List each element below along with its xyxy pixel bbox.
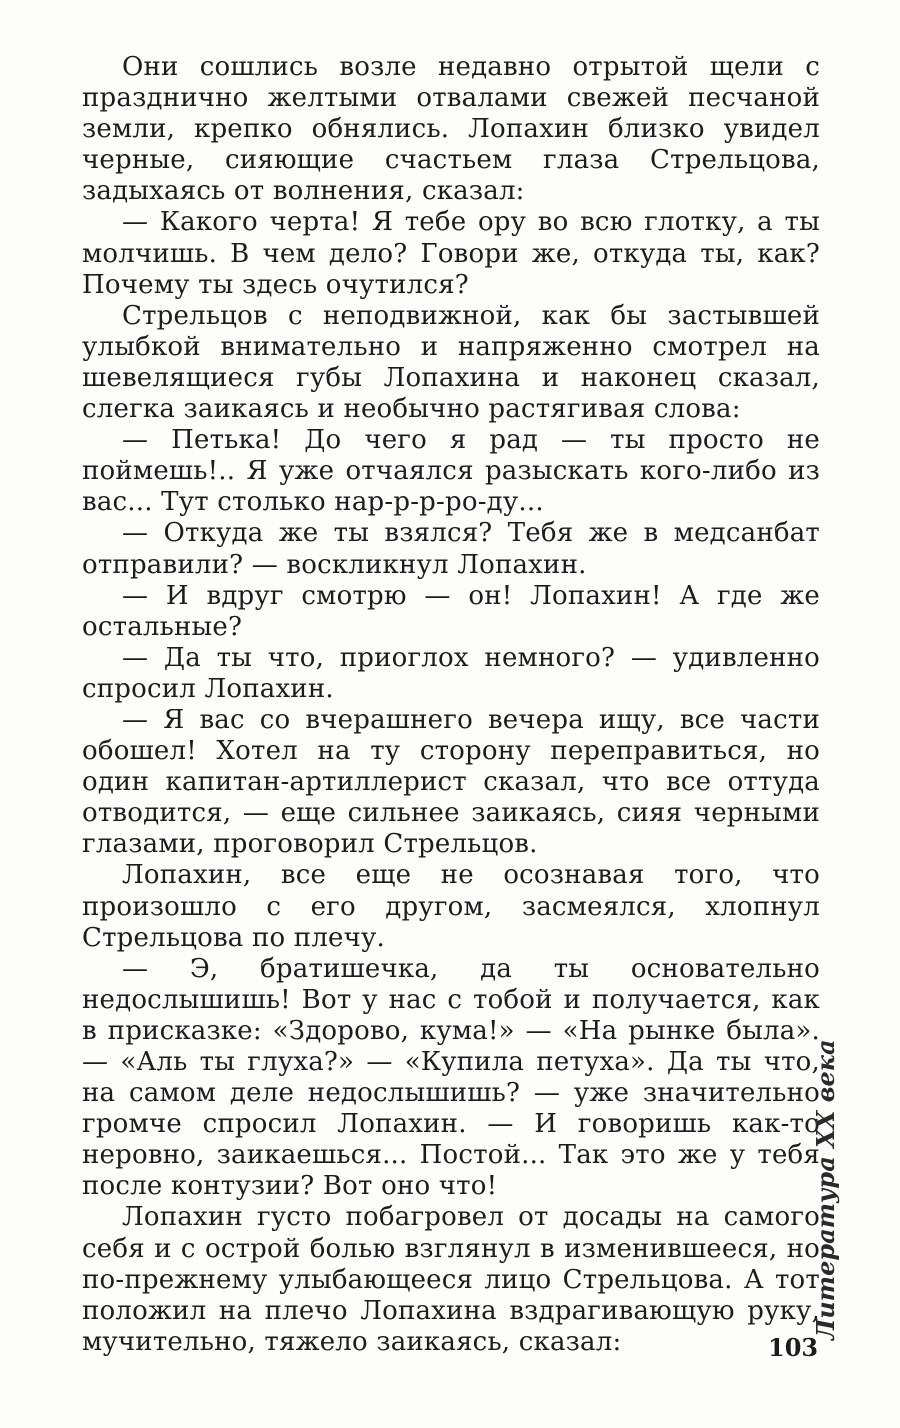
body-text [82,52,820,1358]
paragraph: — Я вас со вчерашнего вечера ищу, все части обошел! Хотел на ту сторону переправиться, но один капитан-артиллерист сказал, что все оттуда отводится, — еще сильнее заикаясь, сияя черными глазами, проговорил Стрельцов. [82,704,820,860]
paragraph: — Да ты что, приоглох немного? — удивленно спросил Лопахин. [82,642,820,704]
paragraph: — Откуда же ты взялся? Тебя же в медсанбат отправили? — воскликнул Лопахин. [82,518,820,580]
paragraph: Лопахин, все еще не осознавая того, что произошло с его другом, засмеялся, хлопнул Стрельцова по плечу. [82,860,820,953]
paragraph: Лопахин густо побагровел от досады на самого себя и с острой болью взглянул в изменившееся, но по-прежнему улыбающееся лицо Стрельцова. А тот положил на плечо Лопахина вздрагивающую руку, мучительно, тяжело заикаясь, сказал: [82,1202,820,1357]
paragraph: — И вдруг смотрю — он! Лопахин! А где же остальные? [82,580,820,642]
page-number: 103 [768,1333,819,1362]
paragraph: — Петька! До чего я рад — ты просто не поймешь!.. Я уже отчаялся разыскать кого-либо из вас... Тут столько нар-р-р-ро-ду... [82,425,820,518]
running-head: Литература XX века [811,1039,840,1340]
paragraph: — Э, братишечка, да ты основательно недослышишь! Вот у нас с тобой и получается, как в присказке: «Здорово, кума!» — «На рынке была». — «Аль ты глуха?» — «Купила петуха». Да ты что, на самом деле недослышишь? — уже значительно громче спросил Лопахин. — И говоришь как-то неровно, заикаешься... Постой... Так это же у тебя после контузии? Вот оно что! [82,953,820,1202]
paragraph: Стрельцов с неподвижной, как бы застывшей улыбкой внимательно и напряженно смотрел на шевелящиеся губы Лопахина и наконец сказал, слегка заикаясь и необычно растягивая слова: [82,300,820,425]
paragraph: — Какого черта! Я тебе ору во всю глотку, а ты молчишь. В чем дело? Говори же, откуда ты, как? Почему ты здесь очутился? [82,207,820,300]
paragraph: Они сошлись возле недавно отрытой щели с празднично желтыми отвалами свежей песчаной земли, крепко обнялись. Лопахин близко увидел черные, сияющие счастьем глаза Стрельцова, задыхаясь от волнения, сказал: [82,52,820,207]
